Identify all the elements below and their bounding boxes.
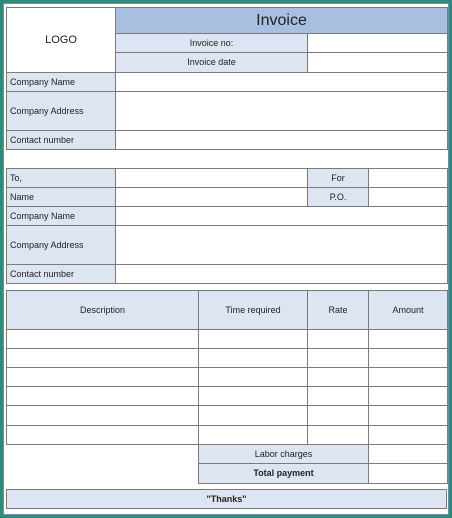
table-row-description[interactable] — [6, 386, 199, 406]
buyer-contact-number-label: Contact number — [6, 264, 116, 284]
column-header-description: Description — [6, 290, 199, 330]
seller-company-name-label: Company Name — [6, 72, 116, 92]
buyer-name-field[interactable] — [115, 187, 308, 207]
column-header-amount: Amount — [368, 290, 448, 330]
seller-contact-number-label: Contact number — [6, 130, 116, 150]
invoice-date-field[interactable] — [307, 52, 448, 73]
for-label: For — [307, 168, 369, 188]
for-field[interactable] — [368, 168, 448, 188]
buyer-company-name-field[interactable] — [115, 206, 448, 226]
invoice-date-label: Invoice date — [115, 52, 308, 73]
po-label: P.O. — [307, 187, 369, 207]
total-payment-field[interactable] — [368, 463, 448, 484]
table-row-description[interactable] — [6, 348, 199, 368]
table-row-rate[interactable] — [307, 425, 369, 445]
seller-company-address-label: Company Address — [6, 91, 116, 131]
buyer-contact-number-field[interactable] — [115, 264, 448, 284]
table-row-rate[interactable] — [307, 405, 369, 426]
to-label: To, — [6, 168, 116, 188]
table-row-time[interactable] — [198, 367, 308, 387]
table-row-description[interactable] — [6, 425, 199, 445]
invoice-title: Invoice — [115, 7, 448, 34]
table-row-rate[interactable] — [307, 386, 369, 406]
table-row-description[interactable] — [6, 329, 199, 349]
table-row-amount[interactable] — [368, 386, 448, 406]
seller-company-name-field[interactable] — [115, 72, 448, 92]
table-row-time[interactable] — [198, 329, 308, 349]
table-row-rate[interactable] — [307, 367, 369, 387]
table-row-time[interactable] — [198, 386, 308, 406]
column-header-rate: Rate — [307, 290, 369, 330]
table-row-amount[interactable] — [368, 329, 448, 349]
logo-placeholder: LOGO — [6, 7, 116, 73]
table-row-description[interactable] — [6, 367, 199, 387]
table-row-amount[interactable] — [368, 348, 448, 368]
buyer-name-label: Name — [6, 187, 116, 207]
column-header-time-required: Time required — [198, 290, 308, 330]
table-row-time[interactable] — [198, 425, 308, 445]
table-row-amount[interactable] — [368, 405, 448, 426]
table-row-time[interactable] — [198, 348, 308, 368]
table-row-amount[interactable] — [368, 425, 448, 445]
table-row-amount[interactable] — [368, 367, 448, 387]
table-row-rate[interactable] — [307, 329, 369, 349]
po-field[interactable] — [368, 187, 448, 207]
seller-contact-number-field[interactable] — [115, 130, 448, 150]
table-row-description[interactable] — [6, 405, 199, 426]
buyer-company-address-label: Company Address — [6, 225, 116, 265]
buyer-company-name-label: Company Name — [6, 206, 116, 226]
table-row-time[interactable] — [198, 405, 308, 426]
labor-charges-label: Labor charges — [198, 444, 369, 464]
table-row-rate[interactable] — [307, 348, 369, 368]
invoice-number-label: Invoice no: — [115, 33, 308, 53]
buyer-company-address-field[interactable] — [115, 225, 448, 265]
seller-company-address-field[interactable] — [115, 91, 448, 131]
total-payment-label: Total payment — [198, 463, 369, 484]
thanks-footer: "Thanks" — [6, 489, 447, 509]
invoice-number-field[interactable] — [307, 33, 448, 53]
to-field[interactable] — [115, 168, 308, 188]
labor-charges-field[interactable] — [368, 444, 448, 464]
